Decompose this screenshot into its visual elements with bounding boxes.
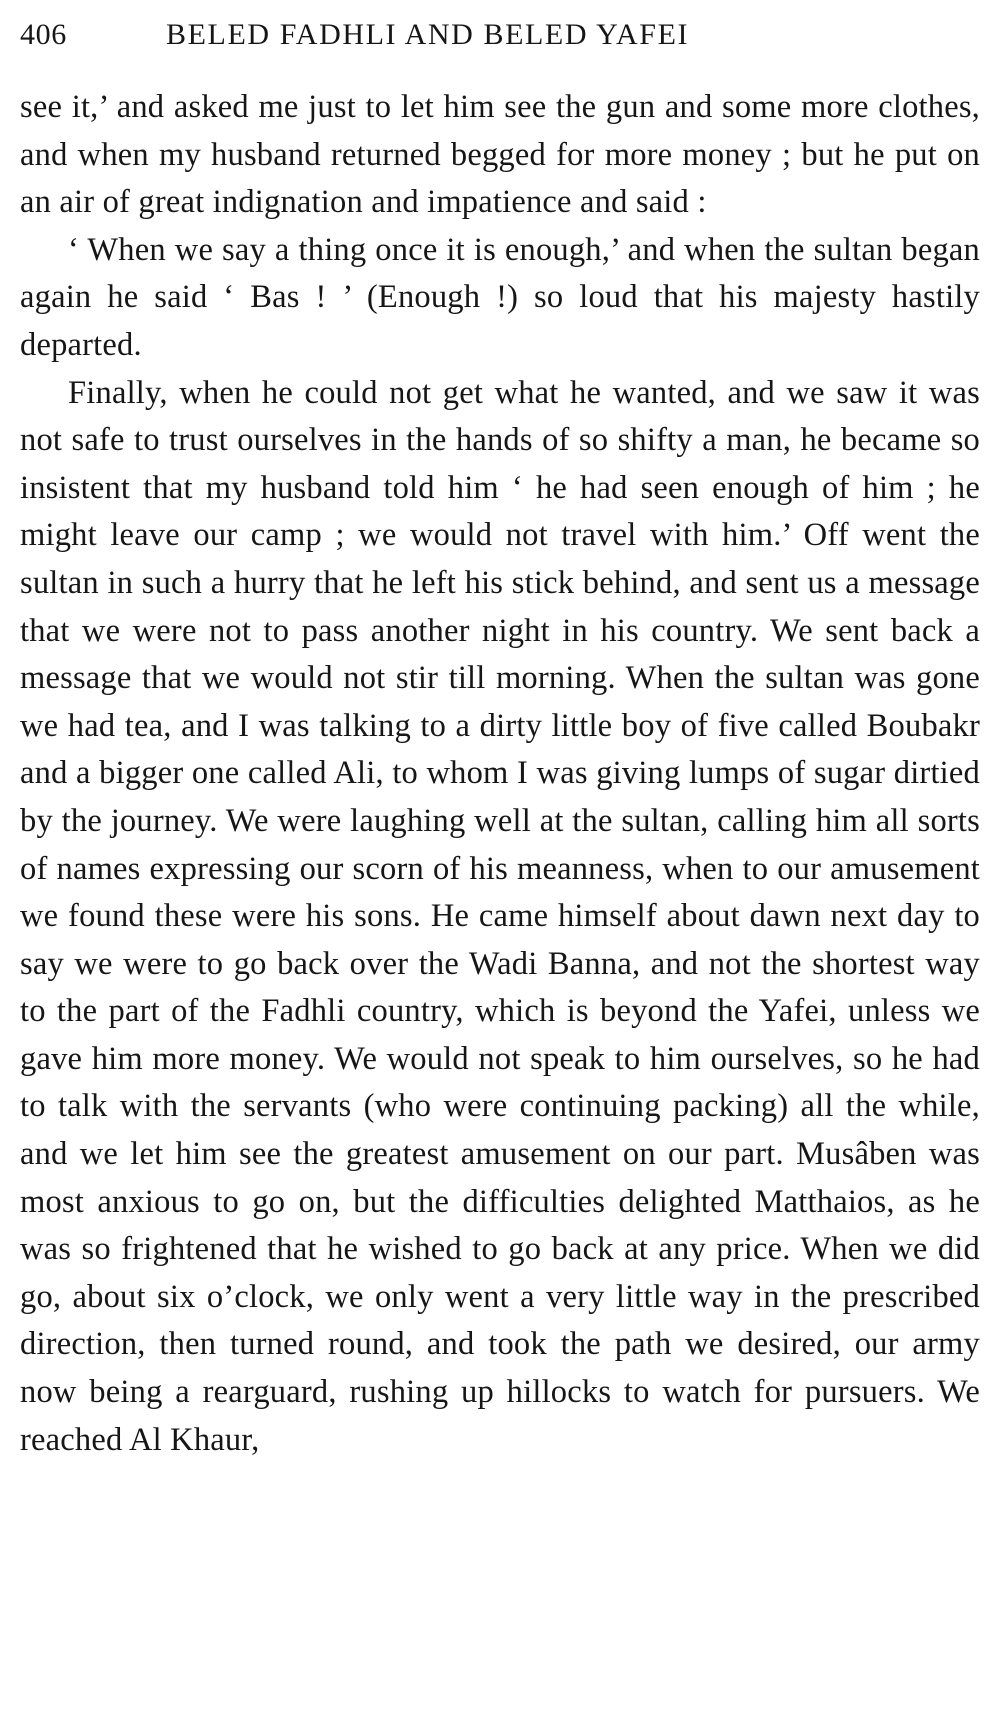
paragraph-1: see it,’ and asked me just to let him see the gun and some more clothes, and when my husband returned begged for more money ; but he put on an air of great indignation and impatience and said :: [20, 89, 980, 221]
running-title: BELED FADHLI AND BELED YAFEI: [166, 18, 690, 51]
body-text: [20, 84, 980, 1464]
paragraph-3: Finally, when he could not get what he wanted, and we saw it was not safe to trust ourselves in the hands of so shifty a man, he became so insistent that my husband told him ‘ he had seen enough of him ; he might leave our camp ; we would not travel with him.’ Off went the sultan in such a hurry that he left his stick behind, and sent us a message that we were not to pass another night in his country. We sent back a message that we would not stir till morning. When the sultan was gone we had tea, and I was talking to a dirty little boy of five called Boubakr and a bigger one called Ali, to whom I was giving lumps of sugar dirtied by the journey. We were laughing well at the sultan, calling him all sorts of names expressing our scorn of his meanness, when to our amusement we found these were his sons. He came himself about dawn next day to say we were to go back over the Wadi Banna, and not the shortest way to the part of the Fadhli country, which is beyond the Yafei, unless we gave him more money. We would not speak to him ourselves, so he had to talk with the servants (who were continuing packing) all the while, and we let him see the greatest amusement on our part. Musâben was most anxious to go on, but the difficulties delighted Matthaios, as he was so frightened that he wished to go back at any price. When we did go, about six o’clock, we only went a very little way in the prescribed direction, then turned round, and took the path we desired, our army now being a rearguard, rushing up hillocks to watch for pursuers. We reached Al Khaur,: [20, 374, 980, 1458]
page-number: 406: [20, 18, 67, 51]
paragraph-2: ‘ When we say a thing once it is enough,’ and when the sultan began again he said ‘ Bas ! ’ (Enough !) so loud that his majesty hastily departed.: [20, 231, 980, 363]
running-head: [20, 0, 980, 62]
